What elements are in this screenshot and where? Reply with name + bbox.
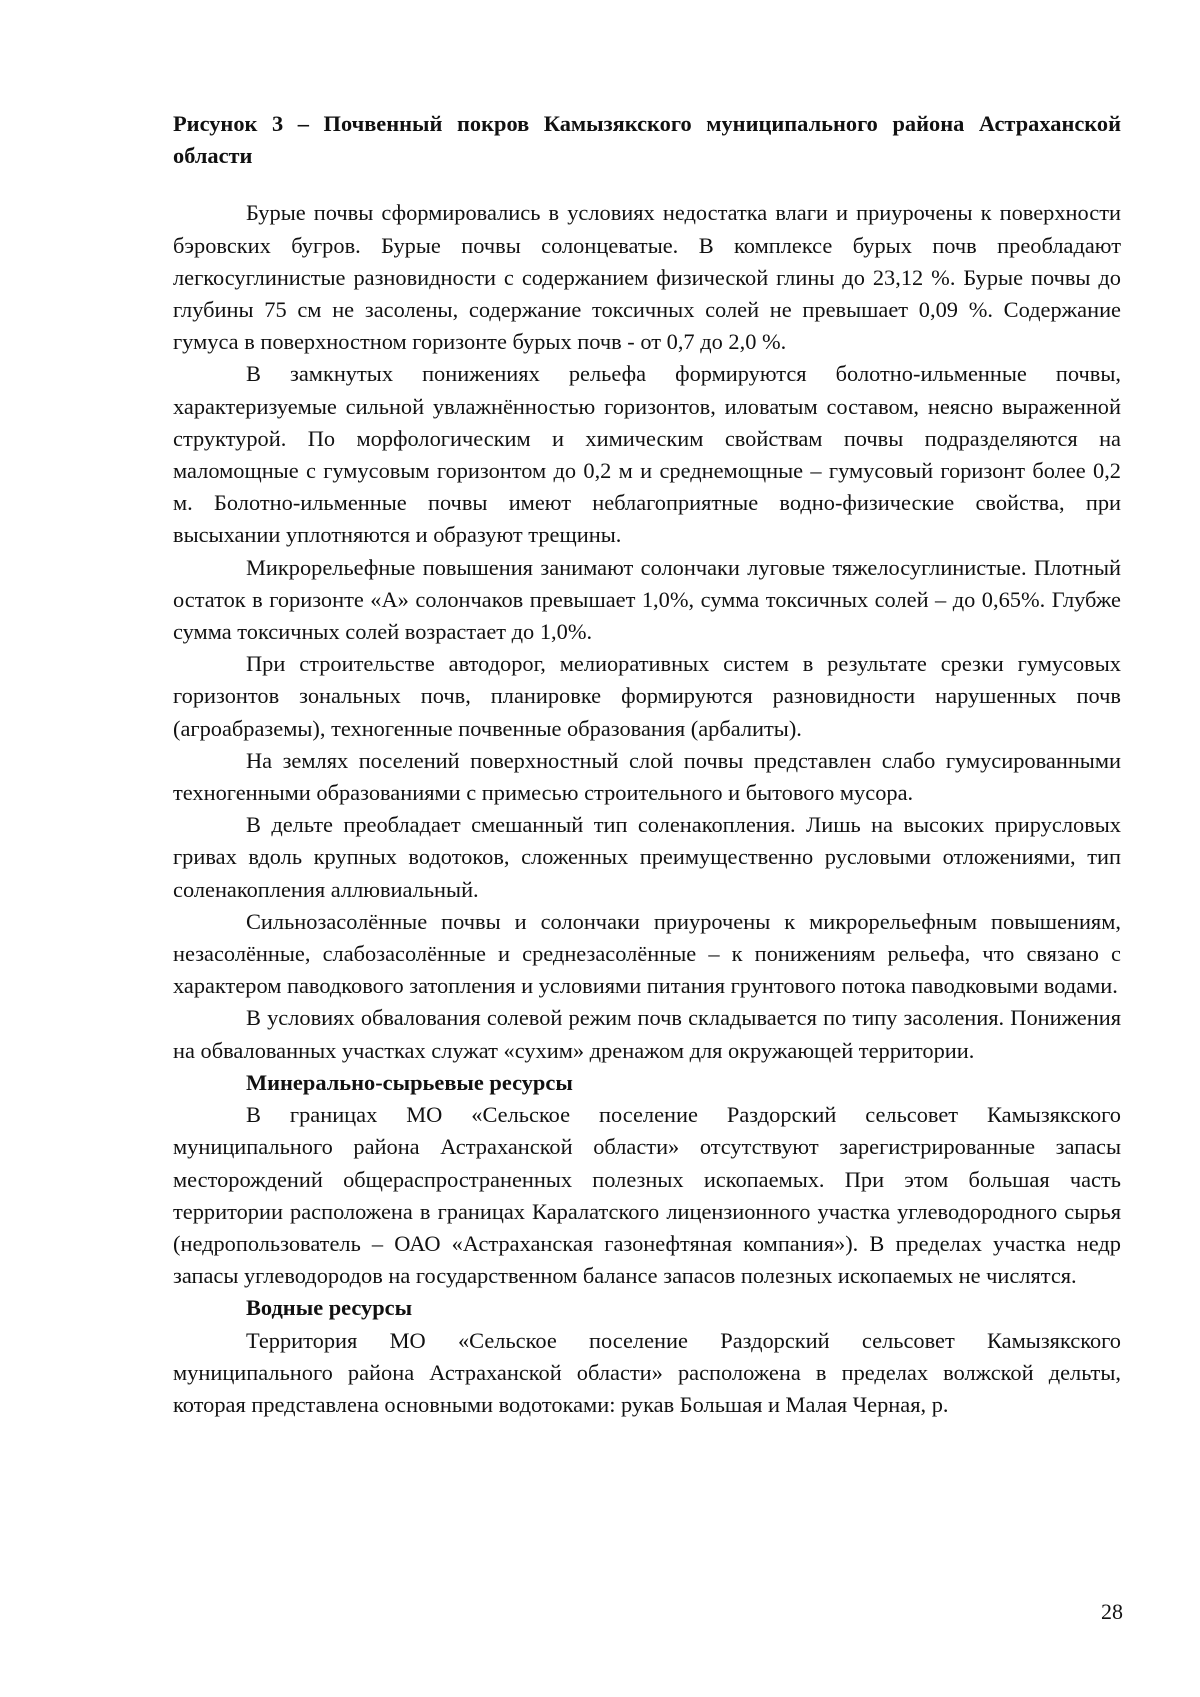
page-content: [173, 108, 1121, 1421]
heading-water-resources: Водные ресурсы: [246, 1295, 413, 1321]
heading-mineral-resources: Минерально-сырьевые ресурсы: [246, 1069, 573, 1095]
page-number: 28: [1101, 1599, 1123, 1624]
paragraph-embankment: В условиях обвалования солевой режим почв складывается по типу засоления. Понижения на обвалованных участках служат «сухим» дренажом для окружающей территории.: [173, 1005, 1121, 1063]
paragraph-settlement-soils: На землях поселений поверхностный слой почвы представлен слабо гумусированными техногенными образованиями с примесью строительного и бытового мусора.: [173, 747, 1121, 806]
paragraph-salinity-relief: Сильнозасолённые почвы и солончаки приурочены к микрорельефным повышениям, незасолённые, слабозасолённые и среднезасолённые – к понижениям рельефа, что связано с характером паводкового затопления и условиями питания грунтового потока паводковыми водами.: [173, 908, 1121, 999]
paragraph-salt-accumulation: В дельте преобладает смешанный тип соленакопления. Лишь на высоких прирусловых гривах вдоль крупных водотоков, сложенных преимущественно русловыми отложениями, тип соленакопления аллювиальный.: [173, 812, 1121, 902]
paragraph-disturbed-soils: При строительстве автодорог, мелиоративных систем в результате срезки гумусовых горизонтов зональных почв, планировке формируются разновидности нарушенных почв (агроабраземы), техногенные почвенные образования (арбалиты).: [173, 651, 1121, 741]
paragraph-mineral-resources: В границах МО «Сельское поселение Раздорский сельсовет Камызякского муниципального района Астраханской области» отсутствуют зарегистрированные запасы месторождений общераспространенных полезных ископаемых. При этом большая часть территории расположена в границах Каралатского лицензионного участка углеводородного сырья (недропользователь – ОАО «Астраханская газонефтяная компания»). В пределах участка недр запасы углеводородов на государственном балансе запасов полезных ископаемых не числятся.: [173, 1102, 1121, 1289]
paragraph-water-resources: Территория МО «Сельское поселение Раздорский сельсовет Камызякского муниципального района Астраханской области» расположена в пределах волжской дельты, которая представлена основными водотоками: рукав Большая и Малая Черная, р.: [173, 1327, 1121, 1417]
figure-caption: Рисунок 3 – Почвенный покров Камызякского муниципального района Астраханской области: [173, 111, 1121, 169]
paragraph-bog-soils: В замкнутых понижениях рельефа формируются болотно-ильменные почвы, характеризуемые сильной увлажнённостью горизонтов, иловатым составом, неясно выраженной структурой. По морфологическим и химическим свойствам почвы подразделяются на маломощные с гумусовым горизонтом до 0,2 м и среднемощные – гумусовый горизонт более 0,2 м. Болотно-ильменные почвы имеют неблагоприятные водно-физические свойства, при высыхании уплотняются и образуют трещины.: [173, 361, 1121, 548]
paragraph-brown-soils: Бурые почвы сформировались в условиях недостатка влаги и приурочены к поверхности бэровских бугров. Бурые почвы солонцеватые. В комплексе бурых почв преобладают легкосуглинистые разновидности с содержанием физической глины до 23,12 %. Бурые почвы до глубины 75 см не засолены, содержание токсичных солей не превышает 0,09 %. Содержание гумуса в поверхностном горизонте бурых почв - от 0,7 до 2,0 %.: [173, 200, 1121, 355]
paragraph-solonchaks: Микрорельефные повышения занимают солончаки луговые тяжелосуглинистые. Плотный остаток в горизонте «А» солончаков превышает 1,0%, сумма токсичных солей – до 0,65%. Глубже сумма токсичных солей возрастает до 1,0%.: [173, 554, 1121, 645]
